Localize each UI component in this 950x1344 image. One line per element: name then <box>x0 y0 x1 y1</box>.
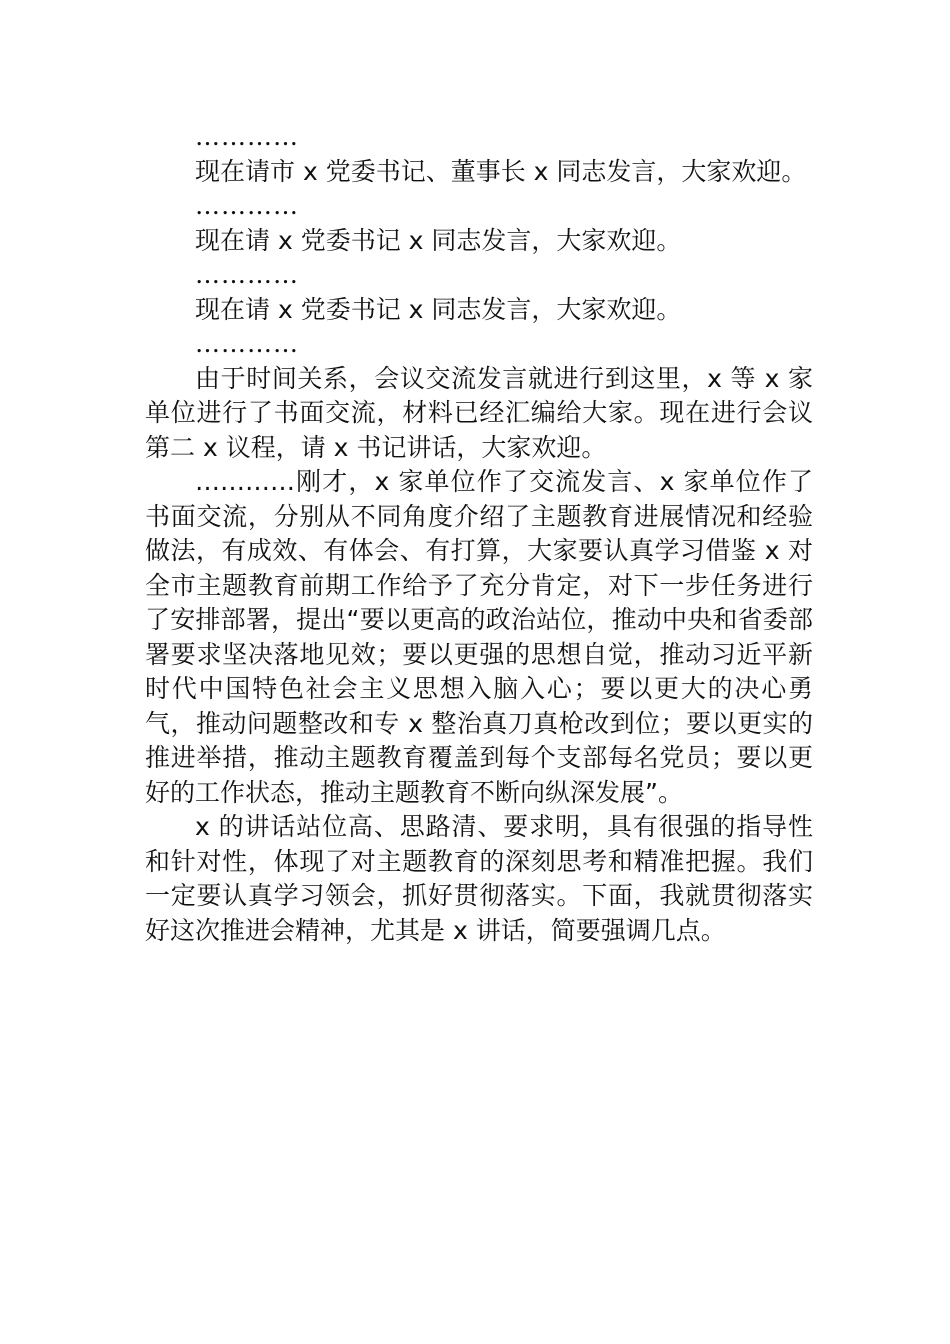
ellipsis-separator: ………… <box>195 122 299 151</box>
speech-paragraph: …………刚才，x 家单位作了交流发言、x 家单位作了书面交流，分别从不同角度介绍了主题教育进展情况和经验做法，有成效、有体会、有打算，大家要认真学习借鉴 x 对全市主题教育前期工作给予了充分肯定，对下一步任务进行了安排部署，提出“要以更高的政治站位，推动中央和省委部署要求坚决落地见效；要以更强的思想自觉，推动习近平新时代中国特色社会主义思想入脑入心；要以更大的决心勇气，推动问题整改和专 x 整治真刀真枪改到位；要以更实的推进举措，推动主题教育覆盖到每个支部每名党员；要以更好的工作状态，推动主题教育不断向纵深发展”。 <box>145 467 813 807</box>
document-body <box>145 120 813 948</box>
speech-paragraph: 现在请市 x 党委书记、董事长 x 同志发言，大家欢迎。 <box>195 156 807 186</box>
speech-paragraph: 现在请 x 党委书记 x 同志发言，大家欢迎。 <box>195 294 682 324</box>
speech-paragraph: 由于时间关系，会议交流发言就进行到这里，x 等 x 家单位进行了书面交流，材料已经汇编给大家。现在进行会议第二 x 议程，请 x 书记讲话，大家欢迎。 <box>145 363 813 462</box>
ellipsis-separator: ………… <box>195 329 299 358</box>
ellipsis-separator: ………… <box>195 191 299 220</box>
speech-paragraph: x 的讲话站位高、思路清、要求明，具有很强的指导性和针对性，体现了对主题教育的深刻思考和精准把握。我们一定要认真学习领会，抓好贯彻落实。下面，我就贯彻落实好这次推进会精神，尤其是 x 讲话，简要强调几点。 <box>145 812 813 945</box>
speech-paragraph: 现在请 x 党委书记 x 同志发言，大家欢迎。 <box>195 225 682 255</box>
ellipsis-separator: ………… <box>195 260 299 289</box>
